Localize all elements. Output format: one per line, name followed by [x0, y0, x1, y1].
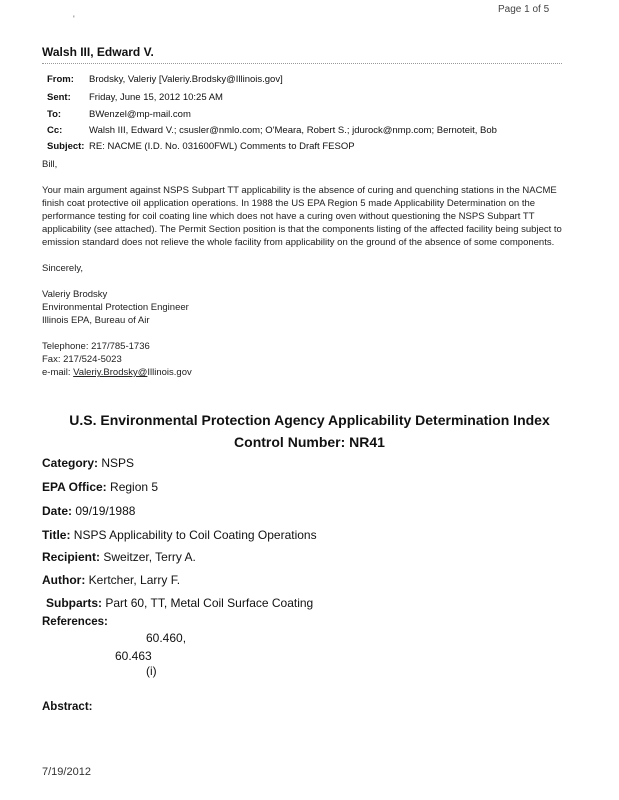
sender-name: Walsh III, Edward V.	[42, 45, 154, 59]
author-field	[42, 573, 180, 587]
recipient-label: Recipient:	[42, 550, 101, 564]
document-title: U.S. Environmental Protection Agency Applicability Determination Index	[69, 412, 550, 428]
reference-item: 60.463	[115, 649, 152, 663]
category-label: Category:	[42, 456, 99, 470]
fax: Fax: 217/524-5023	[42, 354, 122, 365]
subparts-label: Subparts:	[46, 596, 103, 610]
author-value: Kertcher, Larry F.	[88, 573, 181, 587]
cc-label: Cc:	[47, 125, 63, 136]
author-label: Author:	[42, 573, 86, 587]
date-label: Date:	[42, 504, 73, 518]
scan-mark: '	[73, 14, 75, 24]
header-divider	[42, 63, 562, 64]
footer-date: 7/19/2012	[42, 766, 91, 778]
signature-org: Illinois EPA, Bureau of Air	[42, 315, 150, 326]
epa-office-label: EPA Office:	[42, 480, 107, 494]
email-closing: Sincerely,	[42, 263, 84, 274]
email-link[interactable]: Valeriy.Brodsky@	[73, 367, 148, 378]
sent-value: Friday, June 15, 2012 10:25 AM	[89, 92, 223, 103]
title-field	[42, 528, 317, 542]
subparts-value: Part 60, TT, Metal Coil Surface Coating	[105, 596, 314, 610]
references-label: References:	[42, 616, 108, 628]
email-greeting: Bill,	[42, 159, 58, 170]
epa-office-field	[42, 480, 158, 494]
subject-value: RE: NACME (I.D. No. 031600FWL) Comments to Draft FESOP	[89, 141, 355, 152]
from-label: From:	[47, 74, 74, 85]
email-body	[42, 158, 562, 392]
email-prefix: e-mail:	[42, 367, 74, 378]
cc-value: Walsh III, Edward V.; csusler@nmlo.com; O'Meara, Robert S.; jdurock@nmp.com; Bernoteit, Bob	[89, 125, 497, 136]
recipient-field	[42, 550, 196, 564]
abstract-label: Abstract:	[42, 701, 93, 713]
epa-office-value: Region 5	[110, 480, 159, 494]
date-field	[42, 504, 135, 518]
control-number: Control Number: NR41	[234, 434, 385, 450]
to-value: BWenzel@mp-mail.com	[89, 109, 191, 120]
signature-title: Environmental Protection Engineer	[42, 302, 189, 313]
category-field	[42, 456, 134, 470]
recipient-value: Sweitzer, Terry A.	[103, 550, 196, 564]
date-value: 09/19/1988	[75, 504, 136, 518]
reference-item: 60.460,	[146, 631, 187, 645]
reference-item: (i)	[146, 664, 157, 678]
category-value: NSPS	[101, 456, 135, 470]
contact-block	[42, 340, 562, 379]
subject-label: Subject:	[47, 141, 85, 152]
subparts-field	[46, 596, 313, 610]
title-label: Title:	[42, 528, 71, 542]
email-line	[42, 366, 562, 379]
sent-label: Sent:	[47, 92, 71, 103]
signature-name: Valeriy Brodsky	[42, 289, 108, 300]
page-number: Page 1 of 5	[498, 4, 550, 15]
from-value: Brodsky, Valeriy [Valeriy.Brodsky@Illinois.gov]	[89, 74, 283, 85]
email-paragraph: Your main argument against NSPS Subpart TT applicability is the absence of curing and quenching stations in the NACME finish coat protective oil application operations. In 1988 the US EPA Region 5 made Applicability Determination on the performance testing for coil coating line which does not have a curing oven without questioning the NSPS Subpart TT applicability (see attached). The Permit Section position is that the components listing of the affected facility being subject to emission standard does not relieve the whole facility from applicability on the ground of the absence of some components.	[42, 185, 562, 248]
telephone: Telephone: 217/785-1736	[42, 341, 150, 352]
title-value: NSPS Applicability to Coil Coating Operations	[73, 528, 317, 542]
signature-block	[42, 288, 562, 327]
to-label: To:	[47, 109, 62, 120]
email-suffix: Illinois.gov	[147, 367, 192, 378]
